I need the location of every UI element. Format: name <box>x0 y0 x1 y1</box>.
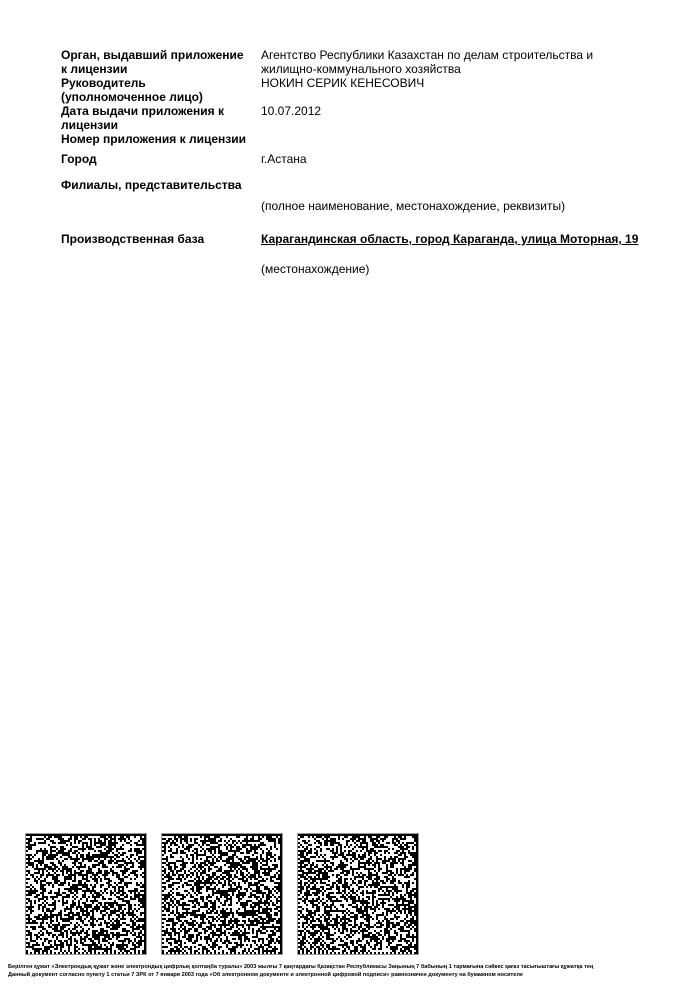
barcode-pattern <box>162 834 282 954</box>
barcode-2 <box>161 833 283 955</box>
footer-kz: Берілген құжат «Электрондық құжат және электрондық цифрлық қолтаңба туралы» 2003 жылғы 7 қаңтардағы Қазақстан Республикасы Заңының 7 бабының 1 тармағына сәйкес қағаз тасығыштағы құжатқа тең <box>8 964 594 970</box>
branches-hint: (полное наименование, местонахождение, реквизиты) <box>261 199 566 213</box>
head-label: Руководитель (уполномоченное лицо) <box>61 76 203 104</box>
barcode-pattern <box>298 834 418 954</box>
head-value: НОКИН СЕРИК КЕНЕСОВИЧ <box>261 76 425 90</box>
barcode-3 <box>297 833 419 955</box>
branches-label: Филиалы, представительства <box>61 178 242 192</box>
production-base-value: Карагандинская область, город Караганда, улица Моторная, 19 <box>261 232 639 246</box>
city-value: г.Астана <box>261 152 307 166</box>
issuer-label: Орган, выдавший приложение к лицензии <box>61 48 244 76</box>
issuer-value: Агентство Республики Казахстан по делам строительства и жилищно-коммунального хозяйства <box>261 48 594 76</box>
issue-date-label: Дата выдачи приложения к лицензии <box>61 104 224 132</box>
base-hint: (местонахождение) <box>261 262 370 276</box>
issue-date-value: 10.07.2012 <box>261 104 322 118</box>
barcode-pattern <box>26 834 146 954</box>
production-base-label: Производственная база <box>61 232 205 246</box>
appendix-number-label: Номер приложения к лицензии <box>61 132 246 146</box>
barcode-1 <box>25 833 147 955</box>
footer-ru: Данный документ согласно пункту 1 статьи 7 ЗРК от 7 января 2003 года «Об электронном документе и электронной цифровой подписи» равнозначен документу на бумажном носителе <box>8 972 523 978</box>
city-label: Город <box>61 152 97 166</box>
